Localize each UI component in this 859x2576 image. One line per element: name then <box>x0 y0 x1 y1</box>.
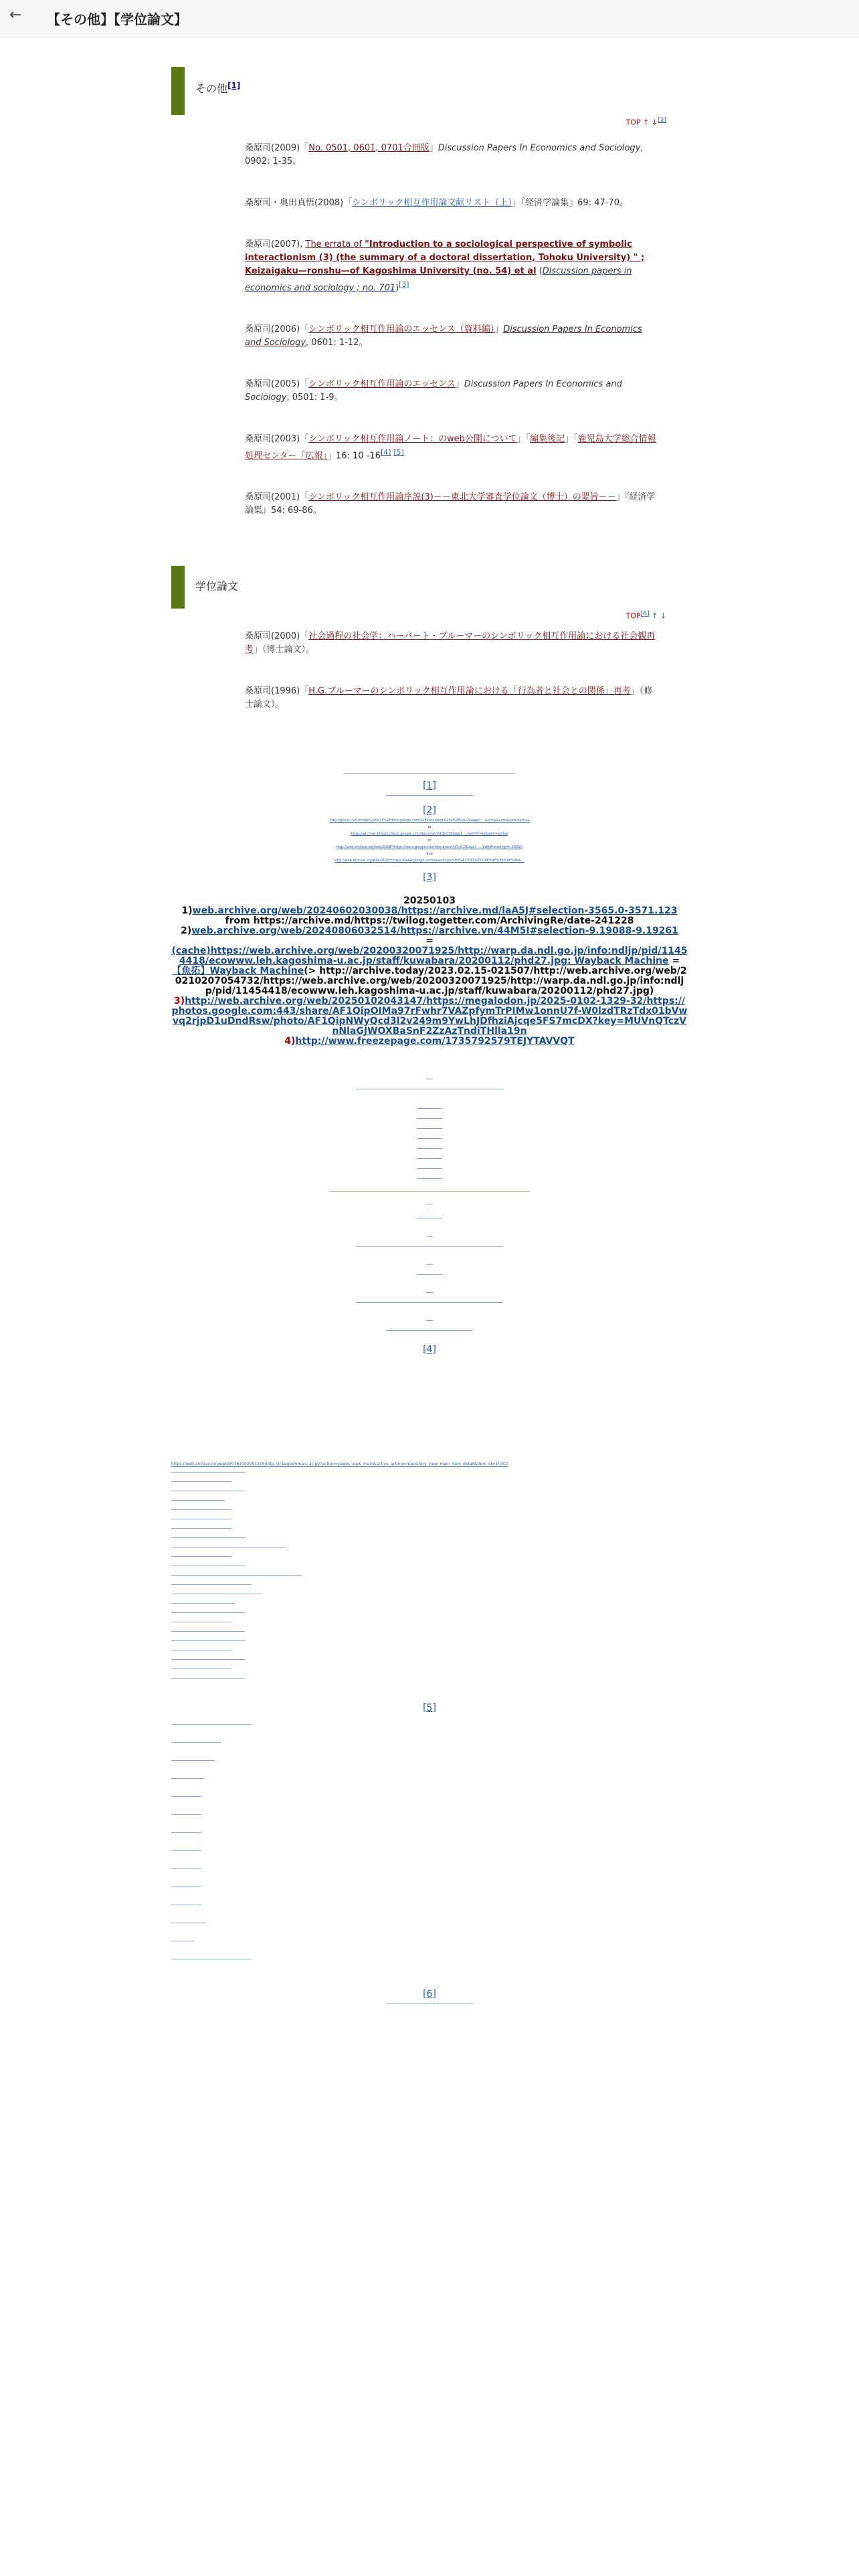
eq-text: = <box>425 936 434 946</box>
divider <box>171 1678 245 1679</box>
entry-link-3[interactable]: 鹿児島大学総合情報処理センター「広報」 <box>245 433 656 461</box>
footnote-6[interactable]: [6] <box>423 1989 436 2000</box>
divider <box>171 1528 231 1529</box>
journal-link[interactable]: Discussion Papers In Economics and Sociology <box>245 324 642 348</box>
divider <box>417 1158 442 1159</box>
divider <box>417 1118 442 1119</box>
divider <box>171 1832 201 1833</box>
footnotes <box>171 773 688 1355</box>
top-nav <box>171 610 666 621</box>
footnote-link[interactable]: https://web.archive.org/web/20161002051215/http://ir.kagoshima-u.ac.jp/?action=pages_view_main&active_action=repository_view_main_item_detail&item_id=10302 <box>171 1462 508 1467</box>
list-item: 桑原司(2001)「シンボリック相互作用論序説(3)－－東北大学審査学位論文（博士）の要旨－－」『経済学論集』54: 69-86。 <box>245 492 656 516</box>
footnote-ref-2[interactable]: [2] <box>658 116 666 124</box>
archive-link[interactable]: http://web.archive.org/web/20250102043147/https://megalodon.jp/2025-0102-1329-32/https://photos.google.com:443/share/AF1QipOIMa97rFwhr7VAZpfymTrPIMw1onnU7f-W0lzdTRzTdx01bVwvq2rjpD1uDndRsw/photo/AF1QipNWyQcd3l2v249m9YwLhJDfhziAjcqe5FS7mcDX?key=MUVnQTczVnNlaGJWOXBaSnF2ZzAzTndiTHlla19n <box>171 996 688 1037</box>
top-link[interactable]: TOP <box>626 611 641 621</box>
archive-link[interactable]: (cache)https://web.archive.org/web/20200320071925/http://warp.da.ndl.go.jp/info:ndljp/pid/11454418/ecowww.leh.kagoshima-u.ac.jp/staff/kuwabara/20200112/phd27.jpg: Wayback Machine <box>171 946 688 966</box>
divider <box>417 1178 442 1179</box>
nav-arrows[interactable]: ↑ ↓ <box>652 611 666 621</box>
divider <box>171 1640 245 1641</box>
divider <box>329 1191 530 1192</box>
divider <box>417 1148 442 1149</box>
divider <box>171 1868 201 1869</box>
top-link[interactable]: TOP ↑ ↓ <box>626 118 658 127</box>
divider <box>171 1556 231 1557</box>
footnote-ref-5[interactable]: [5] <box>393 447 404 457</box>
entry-link[interactable]: シンボリック相互作用論文献リスト（上） <box>352 197 512 208</box>
entry-link[interactable]: H.G.ブルーマーのシンボリック相互作用論における「行為者と社会との関係」再考 <box>308 685 631 696</box>
divider <box>417 1274 442 1275</box>
divider <box>417 1168 442 1169</box>
footnote-ref-4[interactable]: [4] <box>380 447 391 457</box>
archive-link[interactable]: web.archive.org/web/20240806032514/https://archive.vn/44M5I#selection-9.19088-9.19261 <box>191 926 678 936</box>
list-item: 桑原司(2000)「社会過程の社会学：ハーバート・ブルーマーのシンボリック相互作用論における社会観再考」（博士論文）。 <box>245 631 656 655</box>
entry-link-2[interactable]: Discussion papers in economics and sociology ; no. 701 <box>245 265 632 293</box>
divider <box>171 1500 225 1501</box>
divider <box>356 1246 503 1247</box>
divider <box>417 1108 442 1109</box>
divider <box>417 1128 442 1129</box>
divider <box>426 1320 433 1321</box>
footnote-6-block <box>171 1989 688 2004</box>
divider <box>171 1659 245 1660</box>
entry-link-2[interactable]: 編集後記 <box>530 433 565 444</box>
divider <box>426 1292 433 1293</box>
divider <box>344 773 515 774</box>
footnote-ref-1[interactable]: [1] <box>227 80 241 90</box>
divider <box>386 1330 473 1331</box>
footnote-3-body: 20250103 1)web.archive.org/web/20240602030038/https://archive.md/laA5J#selection-3565.0-3571.123 from https://archive.md/https://twilog.togetter.com/ArchivingRe/date-241228 2)web.archive.org/web/20240806032514/https://archive.vn/44M5I#selection-9.19088-9.19261 = (cache)https://web.archive.org/web/20200320071925/http://warp.da.ndl.go.jp/info:ndljp/pid/11454418/ecowww.leh.kagoshima-u.ac.jp/staff/kuwabara/20200112/phd27.jpg: Wayback Machine = 【魚拓】Wayback Machine(> http://archive.today/2023.02.15-021507/http://web.archive.org/web/20210207054732/https://web.archive.org/web/20200320071925/http://warp.da.ndl.go.jp/info:ndljp/pid/11454418/ecowww.leh.kagoshima-u.ac.jp/staff/kuwabara/20200112/phd27.jpg) 3)http://web.archive.org/web/20250102043147/https://megalodon.jp/2025-0102-1329-32/https://photos.google.com:443/share/AF1QipOIMa97rFwhr7VAZpfymTrPIMw1onnU7f-W0lzdTRzTdx01bVwvq2rjpD1uDndRsw/photo/AF1QipNWyQcd3l2v249m9YwLhJDfhziAjcqe5FS7mcDX?key=MUVnQTczVnNlaGJWOXBaSnF2ZzAzTndiTHlla19n 4)http://www.freezepage.com/1735792579TEJYTAVVQT <box>171 895 688 1047</box>
list-item: 桑原司(2005)「シンボリック相互作用論のエッセンス」Discussion Papers In Economics and Sociology, 0501: 1-9。 <box>245 379 622 403</box>
footnote-ref-6[interactable]: [6] <box>640 610 650 617</box>
list-item: 桑原司(2007), The errata of "Introduction to a sociological perspective of symbolic interactionism (3) (the summary of a doctoral dissertation, Tohoku University) " ; Keizaigaku—ronshu—of Kagoshima University (no. 54) et al (Discussion papers in economics and sociology ; no. 701)[3] <box>245 239 645 293</box>
page-title: 【その他】【学位論文】 <box>47 11 187 27</box>
divider <box>386 795 473 796</box>
entry-link[interactable]: The errata of "Introduction to a sociological perspective of symbolic interactionism (3) (the summary of a doctoral dissertation, Tohoku University) " ; Keizaigaku—ronshu—of Kagoshima University (no. 54) et al <box>245 239 645 276</box>
divider <box>171 1537 245 1538</box>
footnote-2[interactable]: [2] <box>423 805 436 816</box>
footnote-1[interactable]: [1] <box>423 780 436 791</box>
and-text: and <box>426 852 433 856</box>
divider <box>171 1724 252 1725</box>
section-marker <box>171 67 185 115</box>
footnote-5-links <box>171 1724 666 1977</box>
divider <box>171 1814 201 1815</box>
divider <box>426 1264 433 1265</box>
footnote-link[interactable]: https://archive.li/https://docs.google.com/document/d/1nCOGaqe1_.../edit?hl=ja&safe=active <box>351 832 508 836</box>
divider <box>171 1778 205 1779</box>
archive-link[interactable]: http://www.freezepage.com/1735792579TEJYTAVVQT <box>295 1036 575 1047</box>
archive-link[interactable]: web.archive.org/web/20240602030038/https://archive.md/laA5J#selection-3565.0-3571.123 <box>192 905 678 916</box>
list-item: 桑原司(2006)「シンボリック相互作用論のエッセンス（資料編）」Discussion Papers In Economics and Sociology, 0601: 1-12。 <box>245 324 642 348</box>
divider <box>417 1138 442 1139</box>
divider <box>171 1509 231 1510</box>
or-text: or <box>427 825 432 829</box>
or-text: or <box>427 839 432 843</box>
divider <box>171 1742 221 1743</box>
footnote-link[interactable]: http://web.archive.org/web/2018*/https://docs.google.com/document/d/1nCOGaqe1_.../edit#heading=h.30j0zll <box>336 845 523 849</box>
divider <box>171 1796 201 1797</box>
top-nav <box>171 116 666 127</box>
footnote-5[interactable]: [5] <box>423 1703 436 1713</box>
section-other <box>171 67 666 518</box>
divider <box>171 1850 201 1851</box>
divider <box>171 1760 215 1761</box>
divider <box>356 1302 503 1303</box>
divider <box>171 1612 245 1613</box>
footnote-5-block <box>171 1703 688 1713</box>
footnote-3[interactable]: [3] <box>423 872 436 883</box>
divider <box>171 1603 235 1604</box>
entry-link[interactable]: シンボリック相互作用論のエッセンス（資料編） <box>308 324 495 334</box>
footnote-ref-3[interactable]: [3] <box>399 280 409 289</box>
archive-link[interactable]: 【魚拓】Wayback Machine <box>172 966 304 976</box>
list-item: 桑原司・奥田真悟(2008)「シンボリック相互作用論文献リスト（上）」『経済学論集』69: 47-70。 <box>245 197 628 208</box>
divider <box>171 1481 231 1482</box>
section-title: 学位論文 <box>195 580 239 593</box>
entry-link[interactable]: シンボリック相互作用論序説(3)－－東北大学審査学位論文（博士）の要旨－－ <box>308 492 616 503</box>
section-thesis <box>171 566 666 712</box>
divider <box>171 1584 252 1585</box>
footnote-4-links <box>171 1462 666 1687</box>
footnote-4[interactable]: [4] <box>423 1344 436 1355</box>
entry-link[interactable]: シンボリック相互作用論ノート：のweb公開について <box>308 433 517 444</box>
app-bar <box>0 0 859 37</box>
list-item: 桑原司(1996)「H.G.ブルーマーのシンボリック相互作用論における「行為者と社会との関係」再考」（修士論文）。 <box>245 685 653 710</box>
divider <box>171 1472 245 1473</box>
footnote-link[interactable]: http://web.archive.org/web/2020*/https://www.google.com/search?q=%E6%A1%91%E5%8E%9F%E5%8F%B8&... <box>335 859 524 863</box>
section-marker <box>171 566 185 609</box>
entry-link[interactable]: シンボリック相互作用論のエッセンス <box>308 379 456 389</box>
entry-link[interactable]: No. 0501, 0601, 0701合冊版 <box>308 142 430 153</box>
divider <box>171 1631 245 1632</box>
list-item: 桑原司(2003)「シンボリック相互作用論ノート：のweb公開について」「編集後記」「鹿児島大学総合情報処理センター「広報」」16: 10 -16[4] [5] <box>245 433 656 461</box>
divider <box>426 1236 433 1237</box>
list-item: 桑原司(2009)「No. 0501, 0601, 0701合冊版」Discussion Papers In Economics and Sociology, 0902: 1-35。 <box>245 142 644 167</box>
back-arrow-icon[interactable]: ← <box>9 7 22 23</box>
section-title: その他[1] <box>195 80 241 95</box>
divider <box>171 1575 302 1576</box>
footnote-link[interactable]: http://gyo.tc/?url=https%3A%2F%2Fdocs.google.com%2Fdocument%2Fd%2F1nCOGaqe1_...&hl=ja&sa=t&safe=active <box>329 819 530 823</box>
date-text: 20250103 <box>403 895 456 906</box>
entry-link[interactable]: 社会過程の社会学：ハーバート・ブルーマーのシンボリック相互作用論における社会観再考 <box>245 631 656 655</box>
